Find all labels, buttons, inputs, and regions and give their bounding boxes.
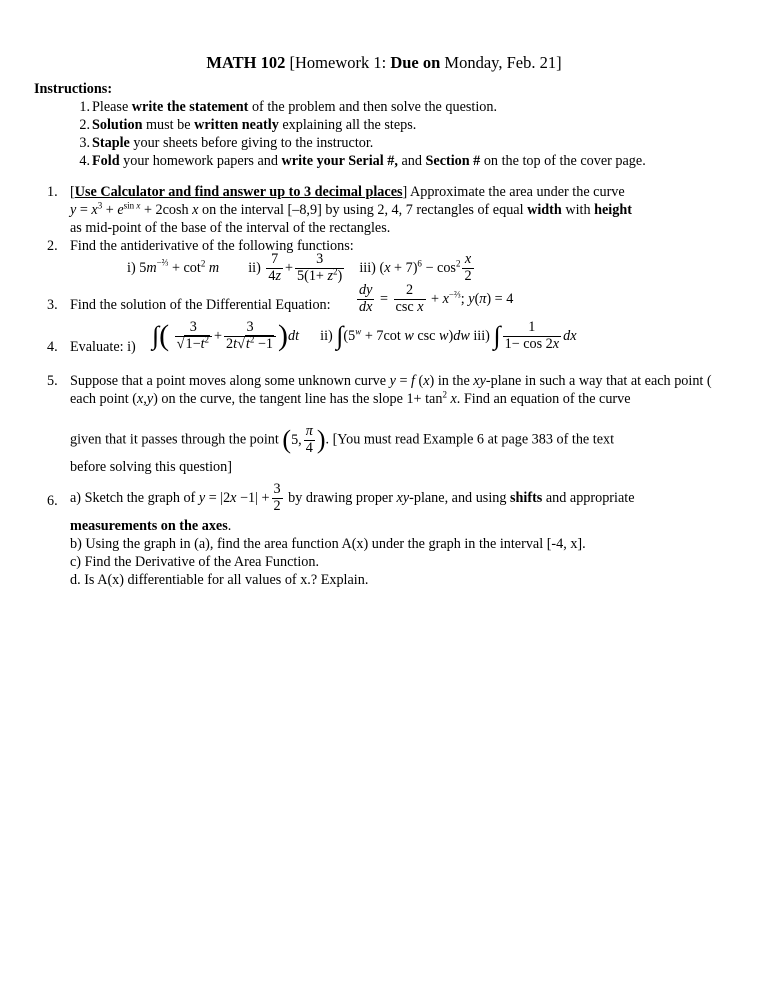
question-2-parts: i) $5m^{-\frac{2}{3}} + \cot^2 m$ ii) $\frac{7}{4z}$ + $\frac{3}{5(1+ z^2)}$ iii) $(x + 7)^6 - \cos^2$ $\frac{x}{2}$ [127, 251, 472, 284]
instruction-item: 1. Please write the statement of the problem and then solve the question. [79, 99, 498, 115]
curve-equation: $y = x^3 + e^{sin x} + 2\cosh$ x [70, 200, 199, 218]
question-5-line1: 5. Suppose that a point moves along some unknown curve y = f (x) in the xy-plane in such a way that at each point ( [47, 373, 712, 389]
question-2: 2. Find the antiderivative of the following functions: [47, 238, 354, 254]
question-4-integrals: ∫( $\frac{3}{√1-t^2}$ + $\frac{3}{2t√t^2 -1}$ )dt ii) $\int(5^w + 7\cot$ w csc w)dw iii) ∫ $\frac{1}{1- \cos 2x}$ dx [152, 319, 577, 353]
question-4: 4. Evaluate: i) [47, 339, 136, 355]
question-6d: d. Is A(x) differentiable for all values of x.? Explain. [70, 572, 369, 588]
instruction-item: 3. Staple your sheets before giving to the instructor. [79, 135, 374, 151]
instruction-item: 4. Fold your homework papers and write your Serial #, and Section # on the top of the cover page. [79, 153, 646, 169]
question-5-line4: before solving this question] [70, 459, 232, 475]
due-label: Due on [390, 53, 441, 72]
due-date: Monday, Feb. 21] [440, 53, 562, 72]
page-title: MATH 102 [Homework 1: Due on Monday, Feb. 21] [206, 53, 562, 72]
question-1: 1. [Use Calculator and find answer up to 3 decimal places] Approximate the area under the curve [47, 184, 625, 200]
question-6b: b) Using the graph in (a), find the area function A(x) under the graph in the interval [-4, x]. [70, 536, 586, 552]
differential-equation: $\frac{dy}{dx}$ = $\frac{2}{\text{csc x}}$ + $x^{-\frac{2}{3}}$; y(π) = 4 [359, 282, 514, 315]
instruction-item: 2. Solution must be written neatly explaining all the steps. [79, 117, 417, 133]
instructions-heading: Instructions: [34, 81, 113, 97]
question-6a-cont: measurements on the axes. [70, 518, 232, 534]
course-code: MATH 102 [206, 53, 286, 72]
question-1-line2: $y = x^3 + e^{sin x} + 2\cosh$ x on the interval [–8,9] by using 2, 4, 7 rectangles of equal width with height [70, 200, 632, 218]
question-1-line3: as mid-point of the base of the interval of the rectangles. [70, 220, 391, 236]
question-5-line3: given that it passes through the point (5, $\frac{\pi}{4}$ ). [You must read Example 6 at page 383 of the text [70, 423, 615, 456]
question-5-line2: each point (x,y) on the curve, the tangent line has the slope $1+ \tan^2 x$. Find an equation of the curve [70, 389, 631, 407]
question-3: 3. Find the solution of the Differential Equation: [47, 297, 331, 313]
question-6a: 6. a) Sketch the graph of y = |2x −1| + $\frac{3}{2}$ by drawing proper xy-plane, and using shifts and appropriate [47, 481, 635, 514]
question-6c: c) Find the Derivative of the Area Function. [70, 554, 320, 570]
